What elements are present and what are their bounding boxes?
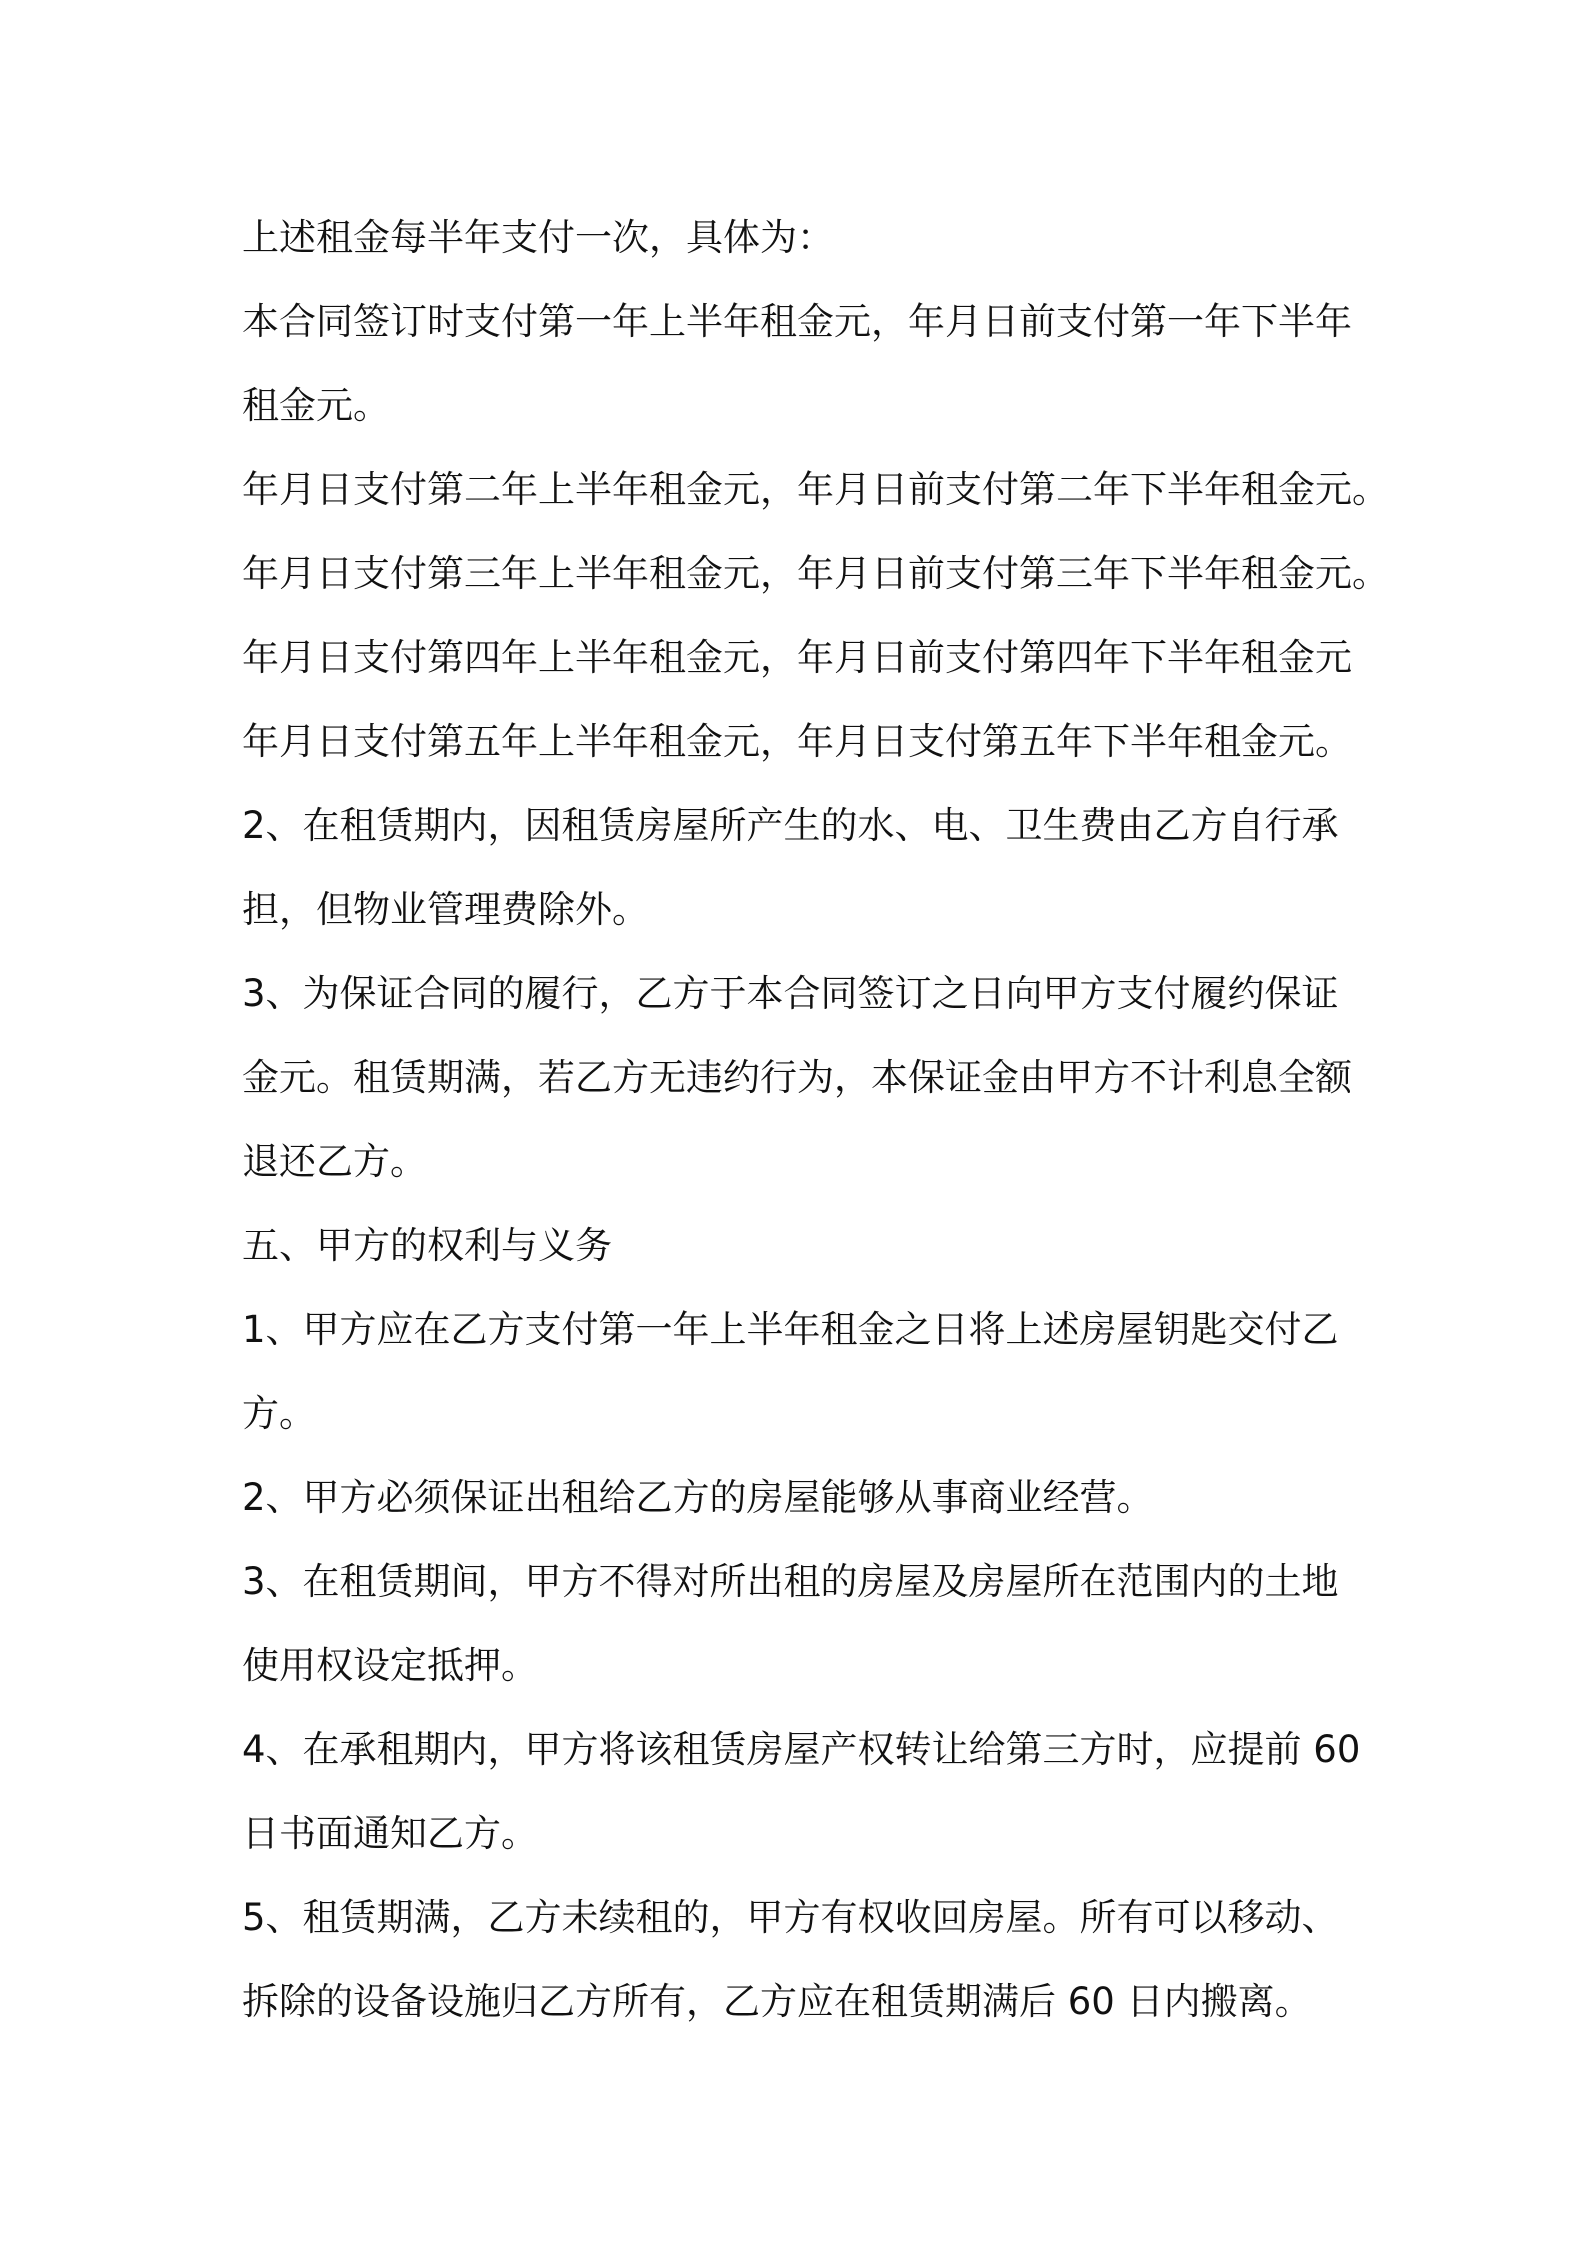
text-line: 年月日支付第五年上半年租金元，年月日支付第五年下半年租金元。 [242, 720, 1352, 763]
text-line: 1、甲方应在乙方支付第一年上半年租金之日将上述房屋钥匙交付乙 [242, 1308, 1339, 1351]
text-line: 使用权设定抵押。 [242, 1644, 538, 1687]
text-line: 年月日支付第四年上半年租金元，年月日前支付第四年下半年租金元 [242, 636, 1352, 679]
text-line: 担，但物业管理费除外。 [242, 888, 649, 931]
text-line: 方。 [242, 1392, 316, 1435]
text-line: 拆除的设备设施归乙方所有，乙方应在租赁期满后 60 日内搬离。 [242, 1980, 1312, 2023]
document-body [242, 196, 1389, 2044]
text-line: 5、租赁期满，乙方未续租的，甲方有权收回房屋。所有可以移动、 [242, 1896, 1339, 1939]
section-heading: 五、甲方的权利与义务 [242, 1224, 612, 1267]
text-line: 日书面通知乙方。 [242, 1812, 538, 1855]
text-line: 2、甲方必须保证出租给乙方的房屋能够从事商业经营。 [242, 1476, 1154, 1519]
text-line: 租金元。 [242, 384, 390, 427]
text-line: 3、为保证合同的履行，乙方于本合同签订之日向甲方支付履约保证 [242, 972, 1339, 1015]
text-line: 退还乙方。 [242, 1140, 427, 1183]
text-line: 年月日支付第二年上半年租金元，年月日前支付第二年下半年租金元。 [242, 468, 1389, 511]
text-line: 本合同签订时支付第一年上半年租金元，年月日前支付第一年下半年 [242, 300, 1352, 343]
text-line: 2、在租赁期内，因租赁房屋所产生的水、电、卫生费由乙方自行承 [242, 804, 1339, 847]
text-line: 4、在承租期内，甲方将该租赁房屋产权转让给第三方时，应提前 60 [242, 1728, 1361, 1771]
text-line: 年月日支付第三年上半年租金元，年月日前支付第三年下半年租金元。 [242, 552, 1389, 595]
text-line: 上述租金每半年支付一次，具体为： [242, 216, 834, 259]
text-line: 金元。租赁期满，若乙方无违约行为，本保证金由甲方不计利息全额 [242, 1056, 1352, 1099]
text-line: 3、在租赁期间，甲方不得对所出租的房屋及房屋所在范围内的土地 [242, 1560, 1339, 1603]
